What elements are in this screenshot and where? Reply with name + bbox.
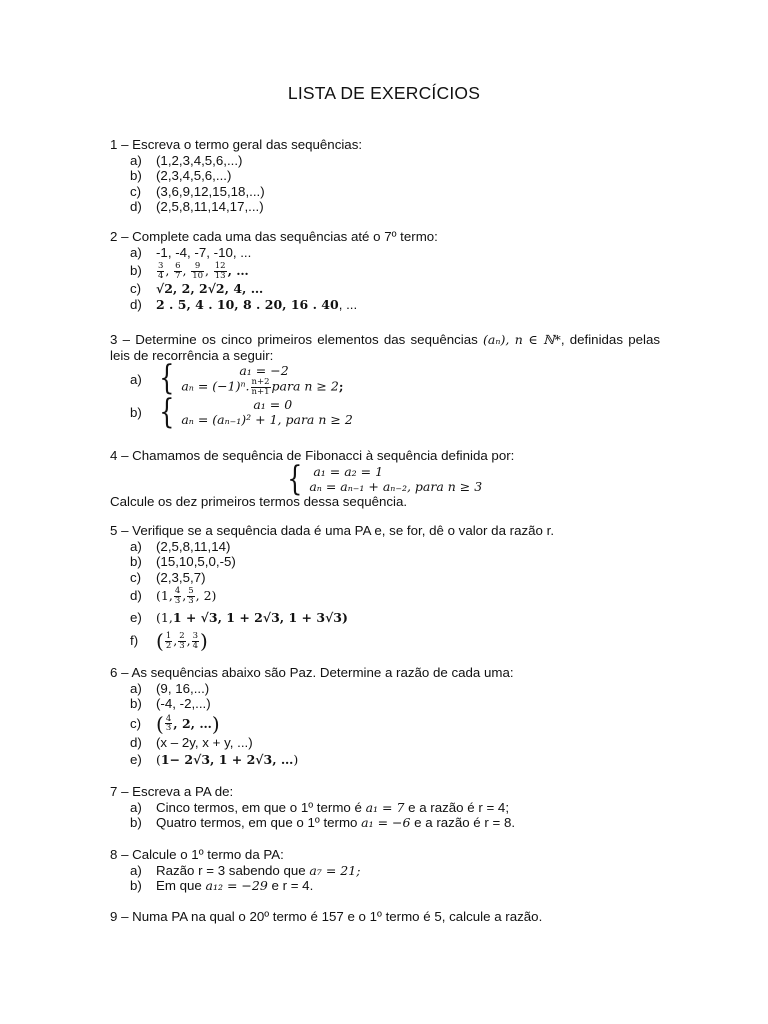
question-4 <box>110 448 660 509</box>
fraction: $\frac{12}{13}$ <box>214 261 226 281</box>
question-9 <box>110 909 660 925</box>
question-1 <box>110 137 660 215</box>
question-4-instruction: Calcule os dez primeiros termos dessa sequência. <box>110 493 408 509</box>
equation-system: a₁ = 0 aₙ = (aₙ₋₁)² + 1, para n ≥ 2 <box>181 397 353 427</box>
question-5-text: 5 – Verifique se a sequência dada é uma PA e, se for, dê o valor da razão r. <box>110 523 555 538</box>
question-7-text: 7 – Escreva a PA de: <box>110 784 234 799</box>
question-5 <box>110 523 660 653</box>
list-item: b) (2,3,4,5,6,...) <box>130 168 232 183</box>
list-item: d) (1, $\frac{4}{3}$ , $\frac{5}{3}$ , 2) <box>130 586 217 606</box>
question-3-text: 3 – Determine os cinco primeiros elementos das sequências (aₙ), n ∈ ℕ*, definidas pelas leis de recorrência a seguir: <box>110 332 660 363</box>
list-item: a) Cinco termos, em que o 1º termo é a₁ = 7 e a razão é r = 4; <box>130 799 510 815</box>
list-item: e) (1− 2√3, 1 + 2√3, …) <box>130 752 299 767</box>
list-item: e) (1,1 + √3, 1 + 2√3, 1 + 3√3) <box>130 610 348 625</box>
fibonacci-definition <box>110 458 660 499</box>
question-8-text: 8 – Calcule o 1º termo da PA: <box>110 847 284 862</box>
question-7 <box>110 784 660 831</box>
brace: { <box>287 458 303 499</box>
brace: { <box>159 358 175 398</box>
equation-system: a₁ = a₂ = 1 aₙ = aₙ₋₁ + aₙ₋₂, para n ≥ 3 <box>309 463 483 494</box>
list-item: a) (2,5,8,11,14) <box>130 538 231 554</box>
page-title: LISTA DE EXERCÍCIOS <box>287 83 481 103</box>
question-2 <box>110 229 660 312</box>
list-item: f) ( $\frac{1}{2}$ , $\frac{2}{3}$ , $\frac{3}{4}$ ) <box>130 628 208 653</box>
list-item: a) (9, 16,...) <box>130 680 210 696</box>
question-4-text: 4 – Chamamos de sequência de Fibonacci à sequência definida por: <box>110 448 515 463</box>
list-item: b) { a₁ = 0 aₙ = (aₙ₋₁)² + 1, para n ≥ 2 <box>130 392 353 432</box>
list-item: c) √2, 2, 2√2, 4, … <box>130 281 264 296</box>
list-item: b) (-4, -2,...) <box>130 696 211 711</box>
list-item: b) $\frac{3}{4}$ , $\frac{6}{7}$ , $\frac{9}{10}$ , $\frac{12}{13}$ , … <box>130 261 249 281</box>
fraction: $\frac{9}{10}$ <box>192 261 204 281</box>
list-item: a) -1, -4, -7, -10, ... <box>130 244 252 260</box>
question-9-text: 9 – Numa PA na qual o 20º termo é 157 e o 1º termo é 5, calcule a razão. <box>110 909 543 924</box>
question-2-text: 2 – Complete cada uma das sequências até o 7º termo: <box>110 229 438 244</box>
brace: { <box>159 392 175 432</box>
list-item: a) (1,2,3,4,5,6,...) <box>130 152 243 168</box>
list-item: c) (3,6,9,12,15,18,...) <box>130 183 265 199</box>
list-item: b) (15,10,5,0,-5) <box>130 554 236 569</box>
list-item: a) Razão r = 3 sabendo que a₇ = 21; <box>130 862 361 878</box>
list-item: d) 2 . 5, 4 . 10, 8 . 20, 16 . 40, ... <box>130 296 358 312</box>
fraction: $\frac{6}{7}$ <box>175 261 181 281</box>
list-item: c) (2,3,5,7) <box>130 569 206 585</box>
list-item: d) (x – 2y, x + y, ...) <box>130 734 253 750</box>
question-6-text: 6 – As sequências abaixo são Paz. Determine a razão de cada uma: <box>110 665 514 680</box>
list-item: b) Quatro termos, em que o 1º termo a₁ = −6 e a razão é r = 8. <box>130 815 516 830</box>
list-item: c) ( $\frac{4}{3}$ , 2, …) <box>130 711 220 736</box>
list-item: d) (2,5,8,11,14,17,...) <box>130 199 264 214</box>
list-item: b) Em que a₁₂ = −29 e r = 4. <box>130 878 314 893</box>
question-3 <box>110 332 660 432</box>
equation-system: a₁ = −2 aₙ = (−1)ⁿ. $\frac{n+2}{n+1}$ para n ≥ 2; <box>181 363 344 397</box>
question-8 <box>110 847 660 894</box>
question-1-text: 1 – Escreva o termo geral das sequências: <box>110 137 363 152</box>
fraction: $\frac{3}{4}$ <box>158 261 164 281</box>
question-6 <box>110 665 660 769</box>
list-item: a) { a₁ = −2 aₙ = (−1)ⁿ. $\frac{n+2}{n+1}$ para n ≥ 2; <box>130 358 344 398</box>
